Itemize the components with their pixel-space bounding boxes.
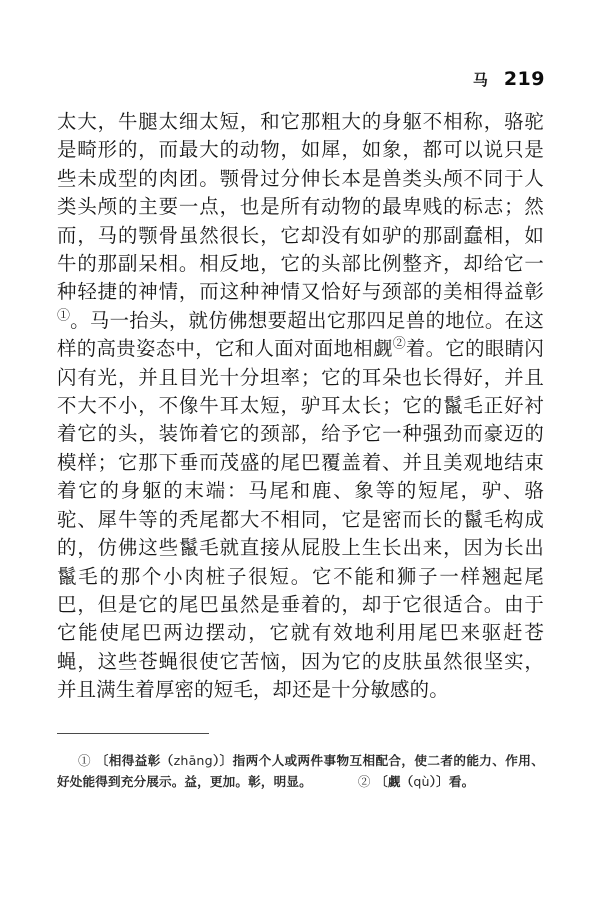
- footnote-2-term-head: 〔觑（: [375, 774, 414, 789]
- footnote-2-term-tail: ）〕: [429, 774, 449, 789]
- footnote-2-pinyin: qù: [413, 774, 430, 789]
- footnote-1-term-tail: ）〕: [212, 753, 233, 768]
- body-text-block: [57, 108, 544, 705]
- running-head-chapter-title: 马: [472, 71, 488, 89]
- footnote-marker-2: ②: [357, 774, 371, 789]
- body-paragraph: [57, 108, 544, 705]
- page-number: 219: [503, 68, 545, 90]
- footnote-separator-rule: [57, 733, 209, 734]
- running-head: [473, 68, 545, 90]
- footnote-1-term-head: 〔相得益彰（: [95, 753, 174, 768]
- footnote-1-pinyin: zhāng: [173, 753, 213, 768]
- footnote-1-definition: 指两个人或两件事物互相配合，使二者的能力、作用、好处能得到充分展示。益，更加。彰，明显。: [57, 753, 544, 789]
- body-paragraph-segment-3: 着。它的眼睛闪闪有光，并且目光十分坦率；它的耳朵也长得好，并且不大不小，不像牛耳太短，驴耳太长；它的鬣毛正好衬着它的头，装饰着它的颈部，给予它一种强劲而豪迈的模样；它那下垂而茂盛的尾巴覆盖着、并且美观地结束着它的身躯的末端：马尾和鹿、象等的短尾，驴、骆驼、犀牛等的秃尾都大不相同，它是密而长的鬣毛构成的，仿佛这些鬣毛就直接从屁股上生长出来，因为长出鬣毛的那个小肉桩子很短。它不能和狮子一样翘起尾巴，但是它的尾巴虽然是垂着的，却于它很适合。由于它能使尾巴两边摆动，它就有效地利用尾巴来驱赶苍蝇，这些苍蝇很使它苦恼，因为它的皮肤虽然很坚实，并且满生着厚密的短毛，却还是十分敏感的。: [57, 337, 544, 702]
- footnote-entries: [57, 750, 544, 792]
- footnote-reference-1[interactable]: ①: [57, 308, 71, 324]
- body-paragraph-segment-2: 。马一抬头，就仿佛想要超出它那四足兽的地位。在这样的高贵姿态中，它和人面对面地相觑: [57, 308, 544, 361]
- footnote-block: [57, 750, 544, 792]
- footnote-2-definition: 看。: [448, 774, 475, 789]
- footnote-marker-1: ①: [78, 753, 91, 768]
- footnote-reference-2[interactable]: ②: [392, 336, 406, 352]
- body-paragraph-segment-1: 太大，牛腿太细太短，和它那粗大的身躯不相称，骆驼是畸形的，而最大的动物，如犀，如象，都可以说只是些未成型的肉团。颚骨过分伸长本是兽类头颅不同于人类头颅的主要一点，也是所有动物的最卑贱的标志；然而，马的颚骨虽然很长，它却没有如驴的那副蠢相，如牛的那副呆相。相反地，它的头部比例整齐，却给它一种轻捷的神情，而这种神情又恰好与颈部的美相得益彰: [57, 110, 544, 304]
